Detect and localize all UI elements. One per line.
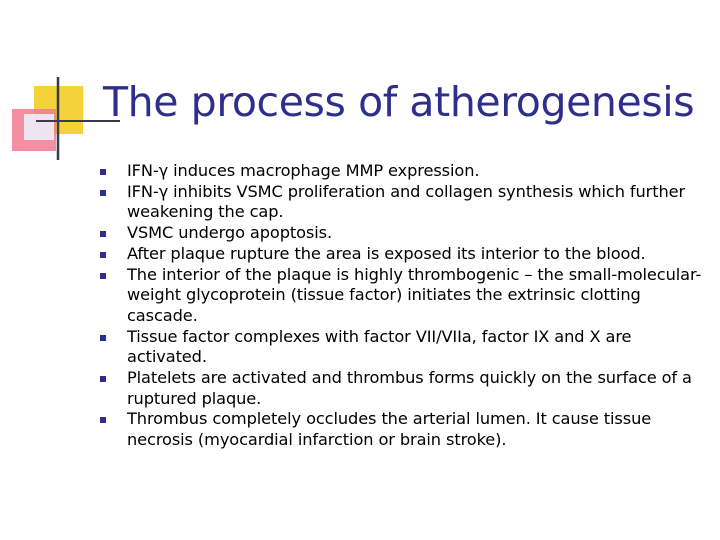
bullet-text: IFN-γ induces macrophage MMP expression. xyxy=(127,161,480,180)
square-bullet-icon xyxy=(100,252,106,258)
square-bullet-icon xyxy=(100,190,106,196)
square-bullet-icon xyxy=(100,231,106,237)
square-bullet-icon xyxy=(100,273,106,279)
bullet-list xyxy=(98,161,710,451)
bullet-item xyxy=(98,327,710,368)
bullet-text: Platelets are activated and thrombus forms quickly on the surface of a ruptured plaque. xyxy=(127,368,692,408)
decorative-blocks-graphic xyxy=(0,0,120,170)
bullet-item xyxy=(98,182,710,223)
square-bullet-icon xyxy=(100,376,106,382)
bullet-item xyxy=(98,409,710,450)
bullet-item xyxy=(98,368,710,409)
bullet-text: Tissue factor complexes with factor VII/VIIa, factor IX and X are activated. xyxy=(127,326,632,367)
square-bullet-icon xyxy=(100,335,106,341)
bullet-text: VSMC undergo apoptosis. xyxy=(127,223,333,243)
bullet-text: The interior of the plaque is highly thrombogenic – the small-molecular-weight glycoprotein (tissue factor) initiates the extrinsic clotting cascade. xyxy=(127,264,702,325)
bullet-text: After plaque rupture the area is exposed its interior to the blood. xyxy=(127,243,646,263)
bullet-item xyxy=(98,244,710,265)
square-bullet-icon xyxy=(100,169,106,175)
slide-title: The process of atherogenesis xyxy=(103,78,695,126)
square-bullet-icon xyxy=(100,417,106,423)
bullet-item xyxy=(98,161,710,182)
bullet-text: IFN-γ inhibits VSMC proliferation and collagen synthesis which further weakening the cap. xyxy=(127,181,686,222)
bullet-text: Thrombus completely occludes the arterial lumen. It cause tissue necrosis (myocardial infarction or brain stroke). xyxy=(127,409,652,450)
bullet-item xyxy=(98,223,710,244)
bullet-item xyxy=(98,265,710,327)
